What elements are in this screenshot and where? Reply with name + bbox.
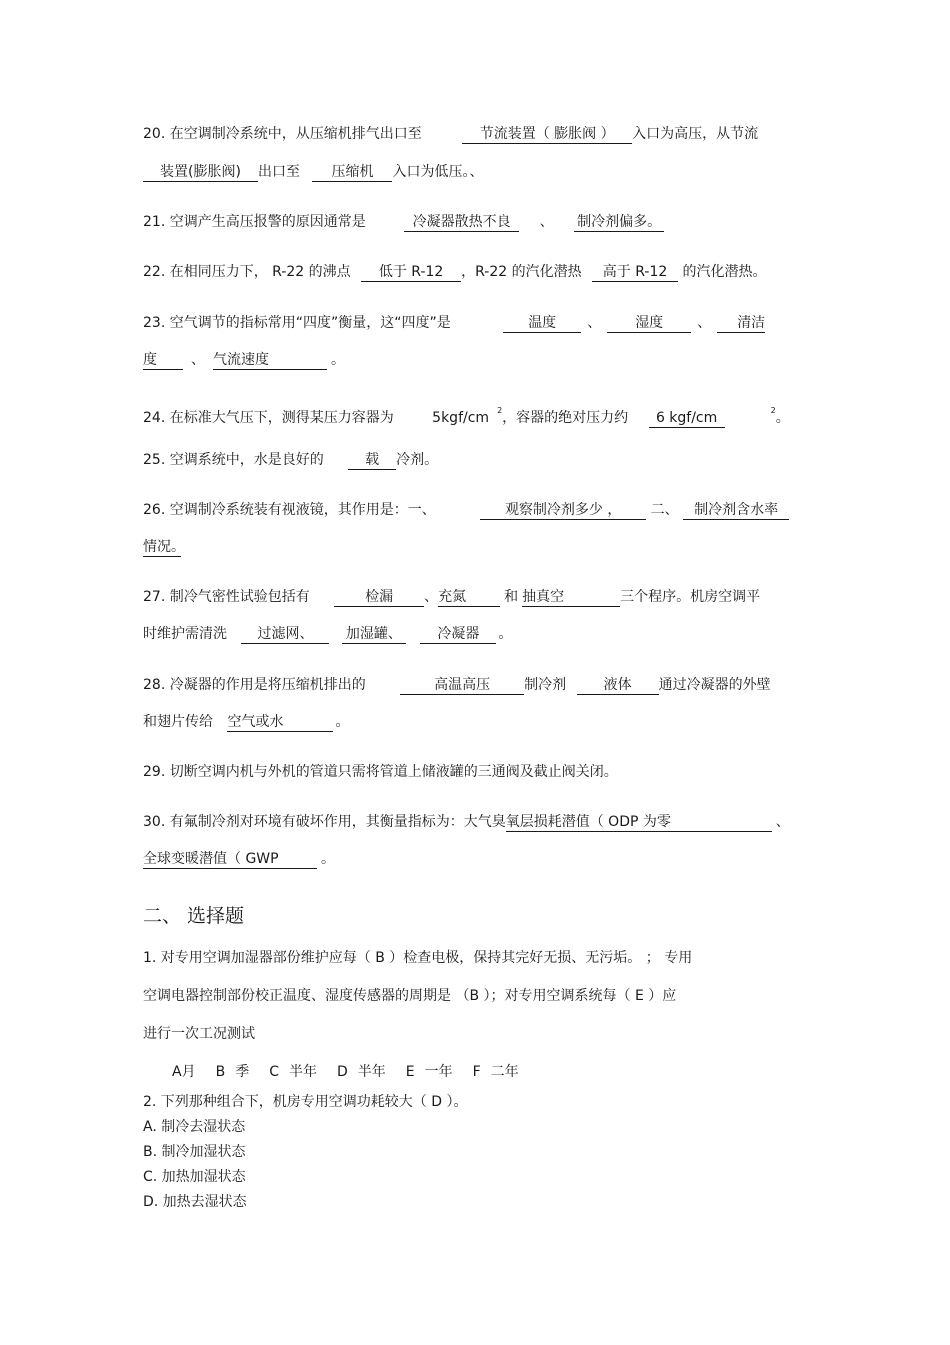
- separator: 、: [539, 214, 554, 230]
- answer-blank: 情况。: [143, 539, 185, 555]
- question-27-cont: [143, 624, 807, 644]
- question-text: 制冷气密性试验包括有: [169, 589, 310, 605]
- choice-options: [172, 1062, 807, 1082]
- punctuation: 。: [775, 410, 790, 426]
- question-text: 出口至: [258, 164, 300, 180]
- question-text: 入口为低压。、: [392, 164, 484, 180]
- question-text: 时维护需清洗: [143, 626, 227, 642]
- punctuation: 。: [321, 851, 335, 867]
- answer-blank: 充氮: [438, 588, 500, 607]
- question-text: 制冷剂: [524, 677, 567, 693]
- question-text: 空调系统中，水是良好的: [169, 452, 324, 468]
- choice-question-1-line3: 进行一次工况测试: [143, 1026, 255, 1042]
- question-21: [143, 212, 807, 232]
- choice-question-1-line2: 空调电器控制部份校正温度、湿度传感器的周期是 （B ）；对专用空调系统每（ E ）应: [143, 988, 677, 1004]
- punctuation: 。: [331, 352, 345, 368]
- question-23: [143, 313, 807, 333]
- choice-question-1: 1. 对专用空调加湿器部份维护应每（ B ）检查电极，保持其完好无损、无污垢。 ； 专用: [143, 950, 693, 966]
- question-text: 切断空调内机与外机的管道只需将管道上储液罐的三通阀及截止阀关闭。: [169, 764, 618, 780]
- superscript: 2: [497, 406, 503, 415]
- question-text: 在相同压力下， R-22 的沸点: [169, 264, 351, 280]
- question-text: 有氟制冷剂对环境有破坏作用，其衡量指标为：大气臭: [169, 814, 506, 830]
- answer-blank: 抽真空: [522, 588, 620, 607]
- question-25: [143, 450, 807, 470]
- answer-blank: 全球变暖潜值（ GWP: [143, 850, 317, 869]
- option-text: 半年: [288, 1064, 317, 1080]
- question-text: 冷凝器的作用是将压缩机排出的: [169, 677, 366, 693]
- separator: 、: [587, 315, 602, 331]
- answer-blank: 加湿罐、: [342, 625, 406, 644]
- choice-option: A. 制冷去湿状态: [143, 1119, 246, 1135]
- question-28: [143, 675, 807, 695]
- question-text: 的汽化潜热。: [682, 264, 767, 280]
- punctuation: 。: [498, 626, 513, 642]
- section-heading: 二、 选择题: [143, 905, 245, 927]
- option-label: C: [269, 1064, 279, 1080]
- question-number: 29.: [143, 764, 166, 780]
- answer-blank: 过滤网、: [241, 625, 329, 644]
- option-label: A月: [172, 1064, 196, 1080]
- question-20-cont: [143, 162, 807, 182]
- question-text: 空调制冷系统装有视液镜，其作用是：一、: [169, 502, 436, 518]
- question-number: 30.: [143, 814, 166, 830]
- question-text: 和: [504, 589, 519, 605]
- question-text: 冷剂。: [396, 452, 439, 468]
- answer-blank: 高于 R-12: [592, 263, 678, 282]
- answer-blank: 冷凝器: [420, 625, 496, 644]
- option-label: D: [336, 1064, 348, 1080]
- answer-blank: 空气或水: [227, 713, 333, 732]
- choice-option: D. 加热去湿状态: [143, 1194, 247, 1210]
- question-22: [143, 262, 807, 282]
- option-label: F: [472, 1064, 481, 1080]
- question-26: [143, 500, 807, 520]
- answer-blank: 度: [143, 351, 183, 370]
- question-text: ，R-22 的汽化潜热: [461, 264, 582, 280]
- answer-blank: 制冷剂偏多。: [574, 213, 664, 232]
- question-number: 27.: [143, 589, 166, 605]
- question-27: [143, 587, 807, 607]
- question-number: 28.: [143, 677, 166, 693]
- option-label: B: [215, 1064, 226, 1080]
- option-label: E: [405, 1064, 415, 1080]
- choice-option: B. 制冷加湿状态: [143, 1144, 246, 1160]
- question-24: [143, 401, 807, 428]
- separator: 、: [424, 589, 439, 605]
- question-text: 空气调节的指标常用“四度”衡量，这“四度”是: [169, 315, 451, 331]
- question-number: 26.: [143, 502, 166, 518]
- question-30: [143, 812, 807, 832]
- question-23-cont: [143, 350, 807, 370]
- answer-blank: 节流装置（ 膨胀阀 ）: [462, 125, 632, 144]
- answer-blank: 6 kgf/cm: [649, 409, 725, 428]
- answer-blank: 液体: [577, 676, 659, 695]
- answer-blank: 载: [348, 451, 396, 470]
- question-text: 通过冷凝器的外壁: [658, 677, 771, 693]
- question-text: 二、: [650, 502, 679, 518]
- question-20: [143, 124, 807, 144]
- question-text: 入口为高压，从节流: [632, 126, 759, 142]
- choice-option: C. 加热加湿状态: [143, 1169, 246, 1185]
- answer-blank: 检漏: [334, 588, 424, 607]
- question-text: 空调产生高压报警的原因通常是: [169, 214, 366, 230]
- question-28-cont: [143, 712, 807, 732]
- punctuation: 。: [335, 714, 350, 730]
- question-number: 20.: [143, 126, 166, 142]
- choice-question-2: 2. 下列那种组合下，机房专用空调功耗较大（ D ）。: [143, 1094, 468, 1110]
- option-text: 季: [235, 1064, 250, 1080]
- option-text: 一年: [424, 1064, 453, 1080]
- question-text: 三个程序。机房空调平: [620, 589, 761, 605]
- answer-blank: 湿度: [607, 314, 691, 333]
- question-number: 24.: [143, 410, 166, 426]
- value-text: 5kgf/cm: [432, 410, 490, 426]
- question-number: 22.: [143, 264, 166, 280]
- answer-blank: 高温高压: [400, 676, 524, 695]
- answer-blank: 气流速度: [213, 351, 327, 370]
- superscript: 2: [770, 406, 776, 415]
- answer-blank: 氧层损耗潜值（ ODP 为零: [506, 813, 772, 832]
- answer-blank: 温度: [503, 314, 581, 333]
- question-text: 在空调制冷系统中，从压缩机排气出口至: [169, 126, 422, 142]
- question-text: ，容器的绝对压力约: [502, 410, 629, 426]
- question-30-cont: [143, 849, 807, 869]
- separator: 、: [191, 352, 205, 368]
- question-29: [143, 762, 807, 782]
- answer-blank: 装置(膨胀阀): [143, 163, 258, 182]
- question-number: 25.: [143, 452, 166, 468]
- question-text: 在标准大气压下，测得某压力容器为: [169, 410, 394, 426]
- answer-blank: 制冷剂含水率: [683, 501, 789, 520]
- option-text: 半年: [357, 1064, 386, 1080]
- answer-blank: 压缩机: [312, 163, 392, 182]
- question-26-cont: [143, 537, 807, 557]
- answer-blank: 观察制冷剂多少 ，: [480, 501, 646, 520]
- separator: 、: [697, 315, 712, 331]
- option-text: 二年: [490, 1064, 519, 1080]
- answer-blank: 冷凝器散热不良: [404, 213, 519, 232]
- question-text: 和翅片传给: [143, 714, 213, 730]
- answer-blank: 清洁: [717, 314, 765, 333]
- separator: 、: [775, 814, 790, 830]
- question-number: 23.: [143, 315, 166, 331]
- question-number: 21.: [143, 214, 166, 230]
- answer-blank: 低于 R-12: [361, 263, 461, 282]
